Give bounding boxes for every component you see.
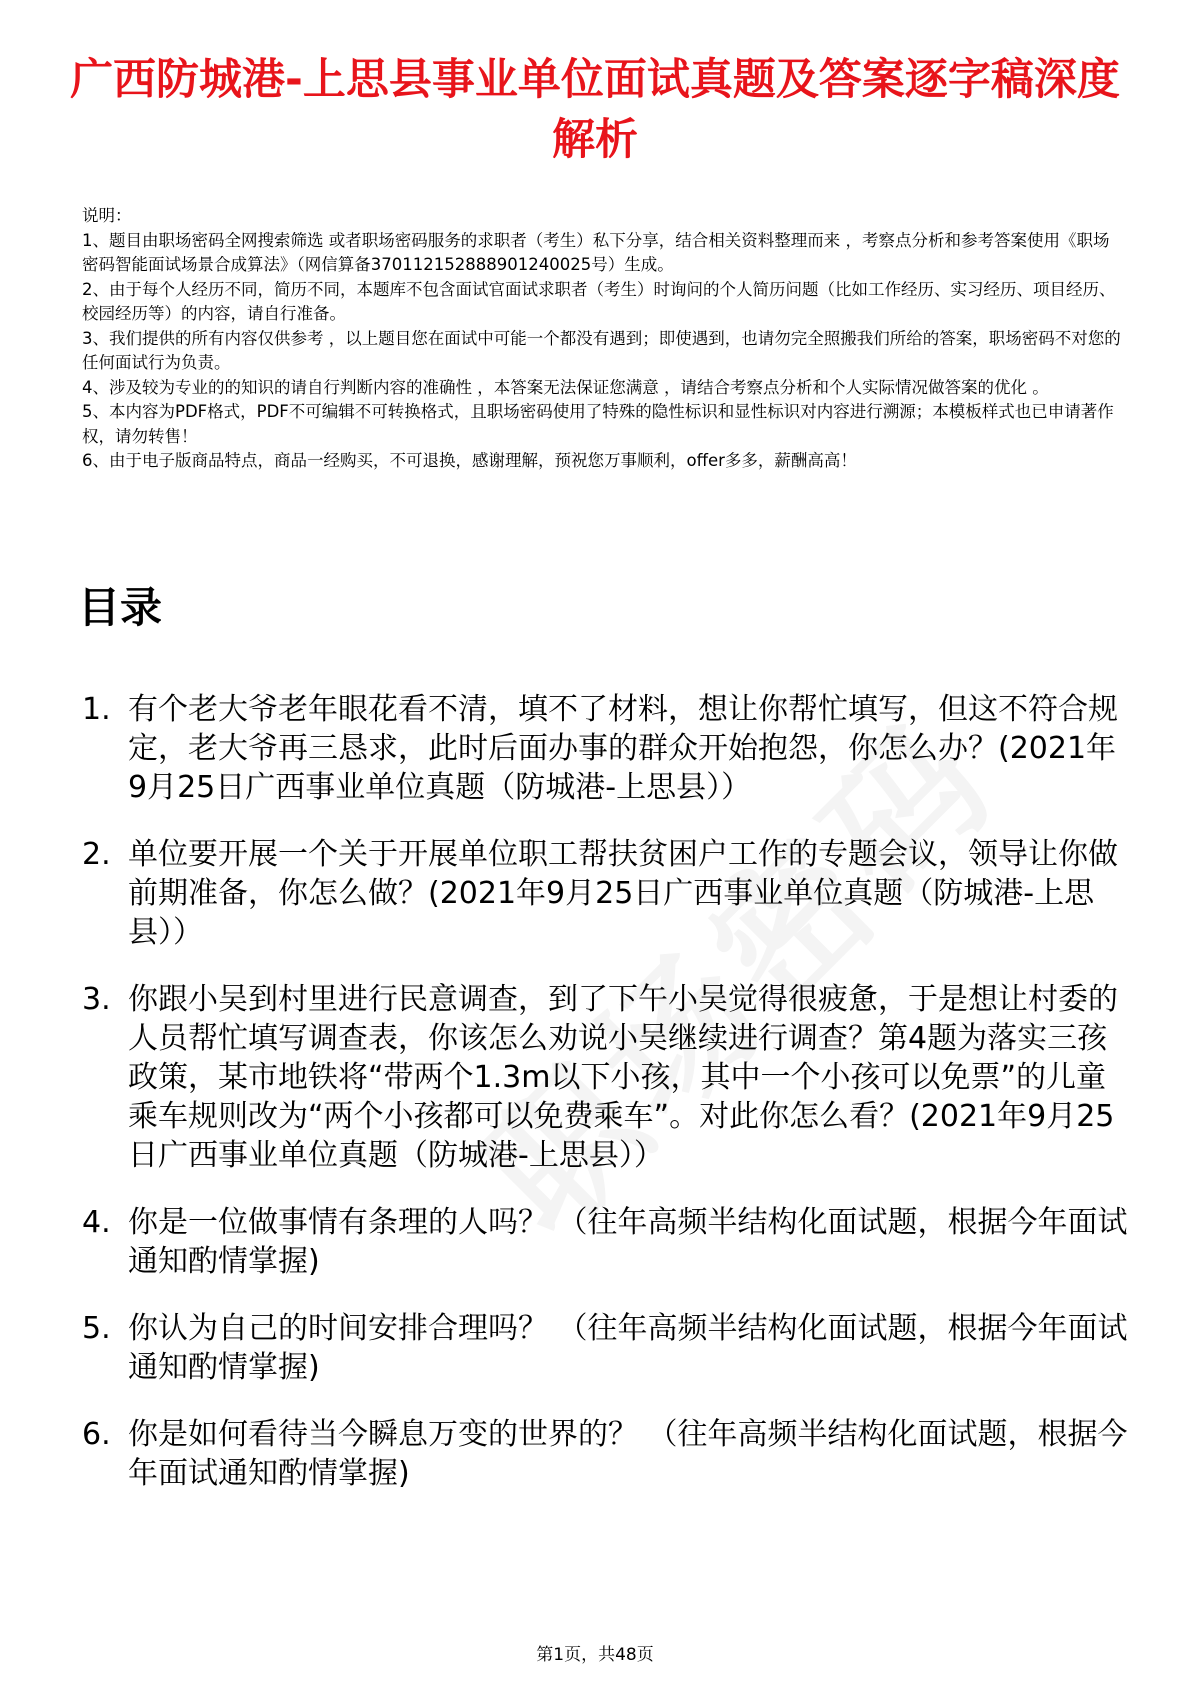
toc-item-text: 单位要开展一个关于开展单位职工帮扶贫困户工作的专题会议，领导让你做前期准备，你怎么做？(2021年9月25日广西事业单位真题（防城港-上思县）） [128,837,1118,950]
toc-item-number: 2. [82,837,111,872]
note-item: 3、我们提供的所有内容仅供参考 ，以上题目您在面试中可能一个都没有遇到；即使遇到，也请勿完全照搬我们所给的答案，职场密码不对您的任何面试行为负责。 [82,328,1121,372]
toc-item-number: 3. [82,982,111,1017]
notes-section [82,204,1122,474]
toc-item[interactable] [82,835,1132,952]
document-title: 广西防城港-上思县事业单位面试真题及答案逐字稿深度解析 [70,55,1120,165]
toc-item[interactable] [82,1203,1132,1281]
note-item: 1、题目由职场密码全网搜索筛选 或者职场密码服务的求职者（考生）私下分享，结合相关资料整理而来 ，考察点分析和参考答案使用《职场密码智能面试场景合成算法》（网信算备370112152888901240025号）生成。 [82,230,1110,274]
toc-item[interactable] [82,1309,1132,1387]
toc-item-text: 有个老大爷老年眼花看不清，填不了材料，想让你帮忙填写，但这不符合规定，老大爷再三恳求，此时后面办事的群众开始抱怨，你怎么办？(2021年9月25日广西事业单位真题（防城港-上思县）） [128,692,1118,805]
note-item: 4、涉及较为专业的的知识的请自行判断内容的准确性 ，本答案无法保证您满意 ，请结合考察点分析和个人实际情况做答案的优化 。 [82,377,1049,397]
notes-heading: 说明： [82,206,132,225]
toc-item-text: 你是一位做事情有条理的人吗？ （往年高频半结构化面试题，根据今年面试通知酌情掌握) [128,1205,1128,1279]
toc-item-number: 5. [82,1311,111,1346]
toc-item[interactable] [82,1415,1132,1493]
toc-list [82,690,1132,1521]
note-item: 2、由于每个人经历不同，简历不同，本题库不包含面试官面试求职者（考生）时询问的个人简历问题（比如工作经历、实习经历、项目经历、校园经历等）的内容，请自行准备。 [82,279,1116,323]
note-item: 5、本内容为PDF格式，PDF不可编辑不可转换格式，且职场密码使用了特殊的隐性标识和显性标识对内容进行溯源；本模板样式也已申请著作权，请勿转售！ [82,402,1114,446]
page-footer: 第1页，共48页 [536,1645,654,1665]
note-item: 6、由于电子版商品特点，商品一经购买，不可退换，感谢理解，预祝您万事顺利，offer多多，薪酬高高！ [82,451,857,470]
toc-item-number: 4. [82,1205,111,1240]
toc-item-number: 6. [82,1417,111,1452]
toc-item[interactable] [82,690,1132,807]
toc-item-text: 你认为自己的时间安排合理吗？ （往年高频半结构化面试题，根据今年面试通知酌情掌握) [128,1311,1128,1385]
toc-heading: 目录 [78,583,163,632]
toc-item-text: 你跟小吴到村里进行民意调查，到了下午小吴觉得很疲惫，于是想让村委的人员帮忙填写调查表，你该怎么劝说小吴继续进行调查？第4题为落实三孩政策，某市地铁将“带两个1.3m以下小孩，其中一个小孩可以免票”的儿童乘车规则改为“两个小孩都可以免费乘车”。对此你怎么看？(2021年9月25日广西事业单位真题（防城港-上思县）） [128,982,1118,1173]
toc-item-text: 你是如何看待当今瞬息万变的世界的？ （往年高频半结构化面试题，根据今年面试通知酌情掌握) [128,1417,1128,1491]
toc-item-number: 1. [82,692,111,727]
toc-item[interactable] [82,980,1132,1175]
